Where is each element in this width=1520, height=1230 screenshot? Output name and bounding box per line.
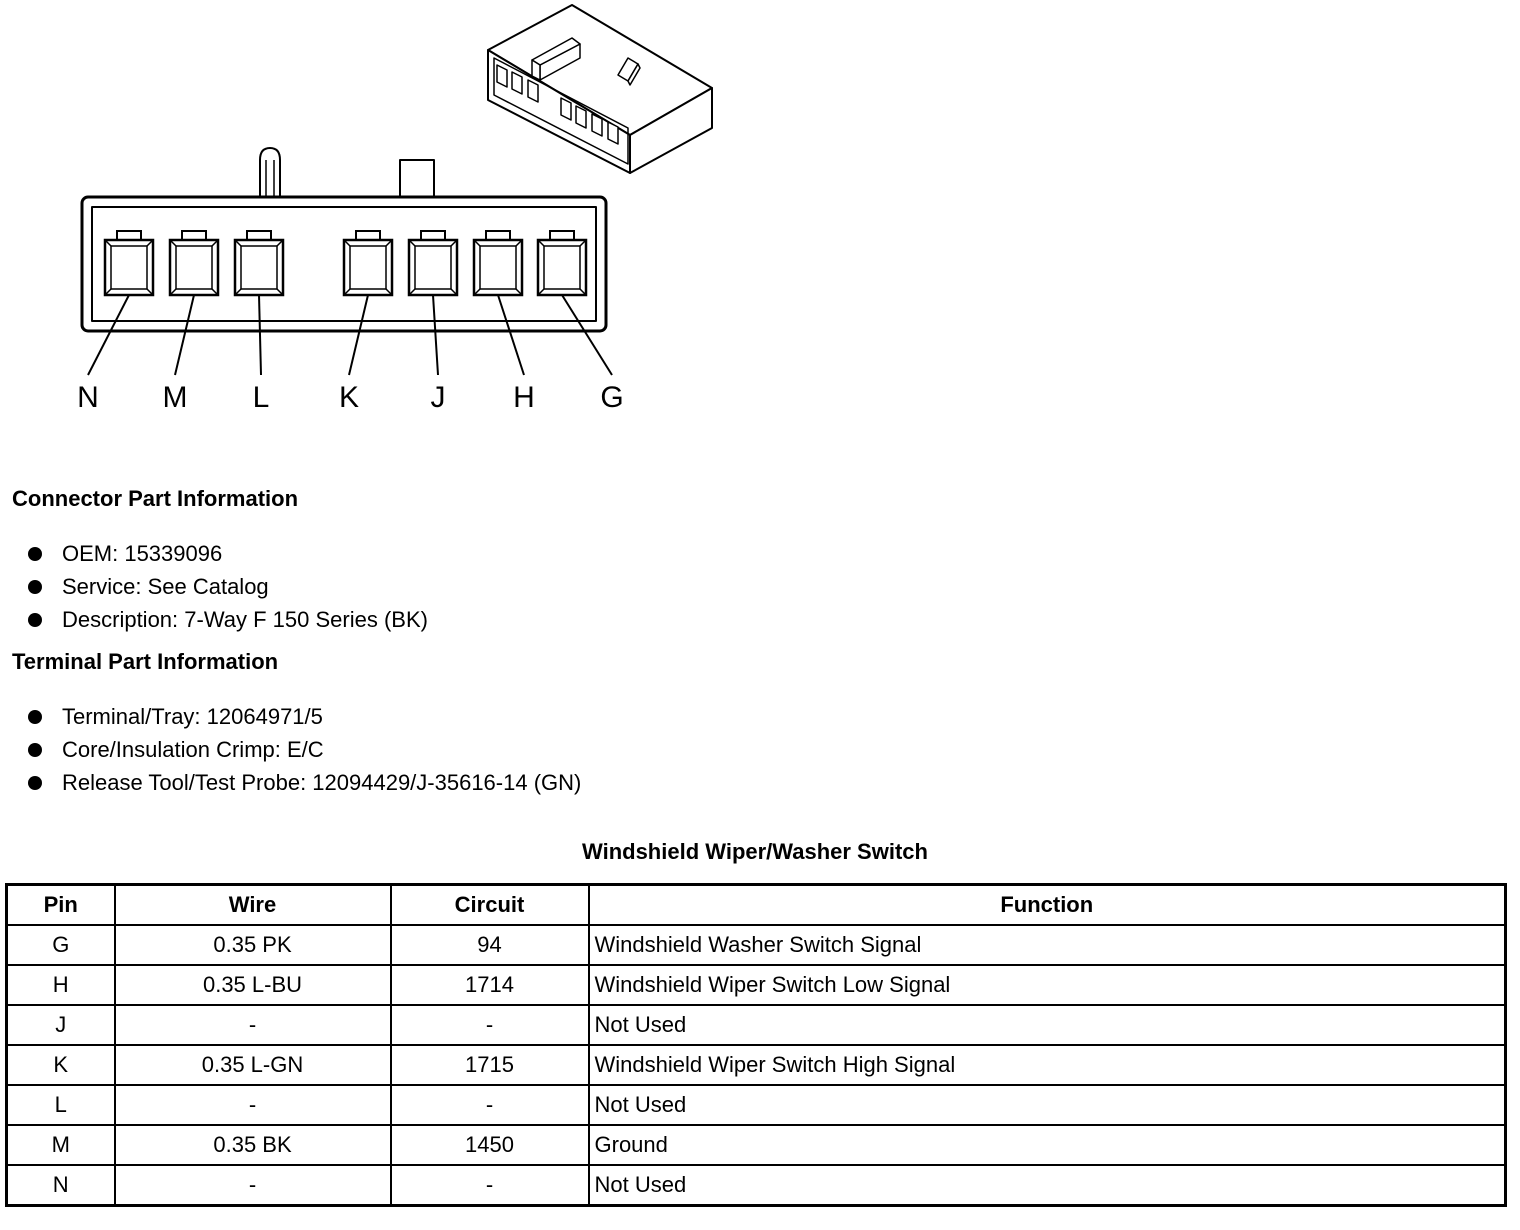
pin-cavity-h	[474, 231, 522, 295]
cell-circuit: 1715	[391, 1045, 589, 1085]
table-row	[7, 925, 1506, 965]
pin-cavity-j	[409, 231, 457, 295]
cell-circuit: 94	[391, 925, 589, 965]
bullet-icon	[28, 776, 42, 790]
cell-function: Not Used	[589, 1165, 1506, 1206]
table-row	[7, 1165, 1506, 1206]
list-item	[28, 607, 428, 640]
pin-cavity-l	[235, 231, 283, 295]
list-item-text: OEM: 15339096	[62, 541, 223, 566]
list-item-text: Terminal/Tray: 12064971/5	[62, 704, 323, 729]
list-item-text: Service: See Catalog	[62, 574, 269, 599]
pinout-table	[5, 883, 1507, 1207]
header-wire: Wire	[115, 885, 391, 926]
table-row	[7, 1125, 1506, 1165]
cell-wire: -	[115, 1005, 391, 1045]
pin-cavity-n	[105, 231, 153, 295]
cell-function: Windshield Wiper Switch High Signal	[589, 1045, 1506, 1085]
cell-wire: -	[115, 1165, 391, 1206]
cell-pin: H	[7, 965, 115, 1005]
bullet-icon	[28, 547, 42, 561]
cell-function: Not Used	[589, 1005, 1506, 1045]
table-row	[7, 965, 1506, 1005]
cell-function: Windshield Wiper Switch Low Signal	[589, 965, 1506, 1005]
list-item-text: Core/Insulation Crimp: E/C	[62, 737, 324, 762]
pin-cavity-k	[344, 231, 392, 295]
pin-label-l: L	[252, 381, 270, 414]
connector-info-list	[28, 541, 428, 640]
list-item-text: Release Tool/Test Probe: 12094429/J-35616-14 (GN)	[62, 770, 582, 795]
cell-pin: N	[7, 1165, 115, 1206]
pin-label-m: M	[162, 381, 188, 414]
pin-label-j: J	[430, 381, 446, 414]
cell-wire: 0.35 L-GN	[115, 1045, 391, 1085]
cell-pin: J	[7, 1005, 115, 1045]
cell-wire: 0.35 L-BU	[115, 965, 391, 1005]
cell-pin: L	[7, 1085, 115, 1125]
pin-labels	[77, 381, 624, 414]
list-item	[28, 737, 581, 770]
cell-circuit: -	[391, 1085, 589, 1125]
cell-function: Windshield Washer Switch Signal	[589, 925, 1506, 965]
pin-label-h: H	[513, 381, 535, 414]
terminal-info-title: Terminal Part Information	[12, 649, 279, 674]
table-row	[7, 1045, 1506, 1085]
cell-wire: 0.35 BK	[115, 1125, 391, 1165]
cell-function: Ground	[589, 1125, 1506, 1165]
cell-function: Not Used	[589, 1085, 1506, 1125]
list-item	[28, 541, 428, 574]
connector-latch	[260, 148, 280, 197]
header-function: Function	[589, 885, 1506, 926]
connector-isometric-view	[488, 5, 712, 173]
list-item-text: Description: 7-Way F 150 Series (BK)	[62, 607, 428, 632]
bullet-icon	[28, 743, 42, 757]
connector-key	[400, 160, 434, 197]
table-header-row	[7, 885, 1506, 926]
cell-wire: -	[115, 1085, 391, 1125]
cell-pin: K	[7, 1045, 115, 1085]
pin-cavities	[105, 231, 586, 295]
bullet-icon	[28, 710, 42, 724]
cell-circuit: 1714	[391, 965, 589, 1005]
table-title: Windshield Wiper/Washer Switch	[582, 839, 928, 864]
cell-circuit: -	[391, 1165, 589, 1206]
connector-diagram	[0, 0, 760, 430]
cell-circuit: -	[391, 1005, 589, 1045]
cell-wire: 0.35 PK	[115, 925, 391, 965]
table-row	[7, 1005, 1506, 1045]
pin-label-g: G	[600, 381, 624, 414]
table-body	[7, 925, 1506, 1206]
bullet-icon	[28, 580, 42, 594]
table-row	[7, 1085, 1506, 1125]
list-item	[28, 704, 581, 737]
list-item	[28, 574, 428, 607]
list-item	[28, 770, 581, 803]
cell-circuit: 1450	[391, 1125, 589, 1165]
cell-pin: M	[7, 1125, 115, 1165]
header-circuit: Circuit	[391, 885, 589, 926]
pin-label-k: K	[338, 381, 360, 414]
header-pin: Pin	[7, 885, 115, 926]
connector-info-title: Connector Part Information	[12, 486, 299, 511]
pin-label-n: N	[77, 381, 99, 414]
terminal-info-list	[28, 704, 581, 803]
cell-pin: G	[7, 925, 115, 965]
pin-cavity-m	[170, 231, 218, 295]
pin-cavity-g	[538, 231, 586, 295]
bullet-icon	[28, 613, 42, 627]
